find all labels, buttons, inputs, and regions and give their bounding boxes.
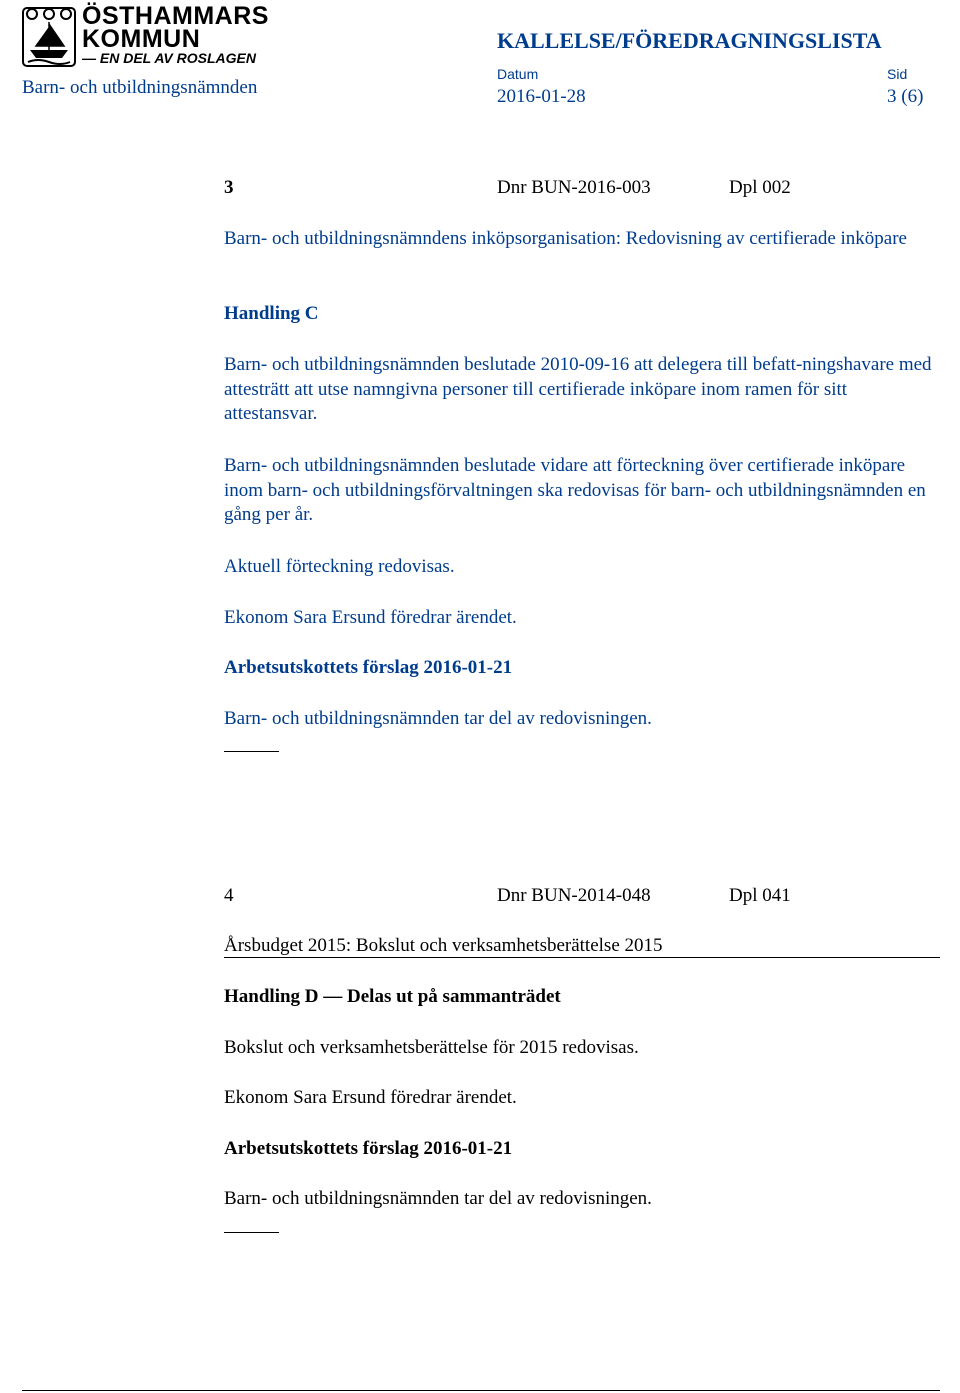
item-title: Årsbudget 2015: Bokslut och verksamhetsberättelse 2015 bbox=[224, 935, 663, 956]
footer-rule bbox=[22, 1390, 940, 1391]
proposal-text: Barn- och utbildningsnämnden tar del av redovisningen. bbox=[224, 708, 652, 729]
end-divider bbox=[224, 751, 279, 752]
item-handling: Handling D — Delas ut på sammanträdet bbox=[224, 986, 561, 1007]
item-paragraph-2: Barn- och utbildningsnämnden beslutade vidare att förteckning över certifierade inköpare inom barn- och utbildningsförvaltningen ska redovisas för barn- och utbildningsnämnden en gång per år. bbox=[224, 455, 926, 525]
date-label: Datum bbox=[497, 66, 539, 82]
item-dnr: Dnr BUN-2014-048 bbox=[497, 885, 651, 906]
item-paragraph-1: Bokslut och verksamhetsberättelse för 2015 redovisas. bbox=[224, 1037, 639, 1058]
logo-name-line2: KOMMUN bbox=[82, 25, 201, 53]
logo-name-line1: ÖSTHAMMARS bbox=[82, 2, 269, 30]
item-handling: Handling C bbox=[224, 303, 319, 324]
item-title: Barn- och utbildningsnämndens inköpsorganisation: Redovisning av certifierade inköpare bbox=[224, 228, 907, 249]
item-dnr: Dnr BUN-2016-003 bbox=[497, 177, 651, 198]
item-paragraph-2: Ekonom Sara Ersund föredrar ärendet. bbox=[224, 1087, 517, 1108]
proposal-heading: Arbetsutskottets förslag 2016-01-21 bbox=[224, 657, 513, 678]
page-number: 3 (6) bbox=[887, 86, 924, 107]
document-type: KALLELSE/FÖREDRAGNINGSLISTA bbox=[497, 28, 882, 53]
proposal-heading: Arbetsutskottets förslag 2016-01-21 bbox=[224, 1138, 513, 1159]
item-dpl: Dpl 002 bbox=[729, 177, 791, 198]
logo-tagline: — EN DEL AV ROSLAGEN bbox=[82, 50, 256, 66]
proposal-text: Barn- och utbildningsnämnden tar del av redovisningen. bbox=[224, 1188, 652, 1209]
item-number: 4 bbox=[224, 885, 234, 906]
item-dpl: Dpl 041 bbox=[729, 885, 791, 906]
committee-name: Barn- och utbildningsnämnden bbox=[22, 77, 258, 98]
item-paragraph-3: Aktuell förteckning redovisas. bbox=[224, 556, 455, 577]
item-number: 3 bbox=[224, 177, 234, 198]
item-paragraph-1: Barn- och utbildningsnämnden beslutade 2010-09-16 att delegera till befatt-ningshavare med attesträtt att utse namngivna personer till certifierade inköpare inom ramen för sitt attestansvar. bbox=[224, 354, 932, 424]
page-label: Sid bbox=[887, 66, 908, 82]
item-paragraph-4: Ekonom Sara Ersund föredrar ärendet. bbox=[224, 607, 517, 628]
date-value: 2016-01-28 bbox=[497, 86, 586, 107]
end-divider bbox=[224, 1232, 279, 1233]
title-underline bbox=[224, 957, 940, 958]
